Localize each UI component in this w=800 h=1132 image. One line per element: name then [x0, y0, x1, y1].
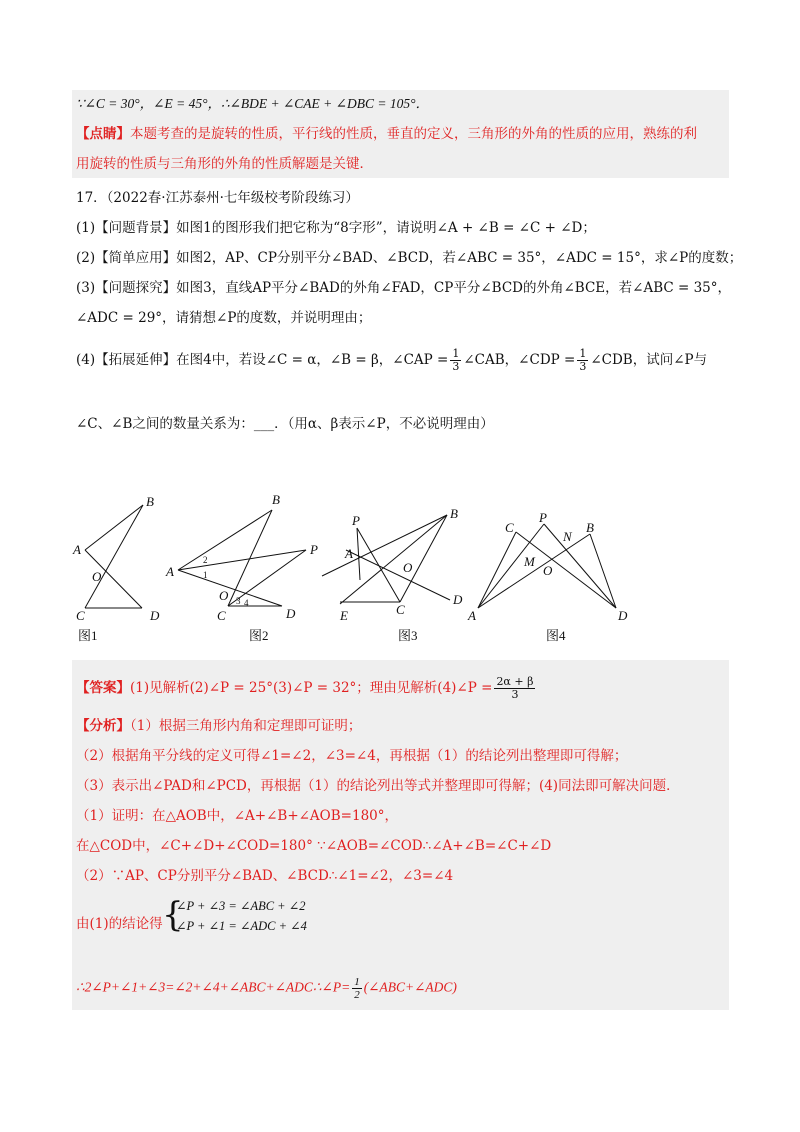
figures — [0, 480, 800, 680]
comment-tag: 【点睛】 — [76, 126, 130, 142]
fig4-label-A: A — [468, 608, 476, 623]
fig4-label-B: B — [586, 520, 594, 535]
fig1-label-B: B — [146, 494, 154, 509]
figure-1-lines — [85, 505, 143, 608]
fig2-angle-4: 4 — [244, 598, 249, 608]
fig2-label-P: P — [310, 542, 318, 557]
final-text-post: (∠ABC+∠ADC) — [363, 979, 457, 995]
system-label: 由(1)的结论得 — [76, 916, 163, 932]
answer-text: (1)见解析(2)∠P = 25°(3)∠P = 32°；理由见解析(4)∠P = — [130, 680, 493, 696]
fig1-label-O: O — [92, 569, 102, 584]
fig4-label-O: O — [543, 563, 553, 578]
comment-line-1 — [76, 124, 697, 144]
fig3-label-C: C — [396, 602, 405, 617]
caption-fig4: 图4 — [546, 628, 566, 643]
caption-fig3: 图3 — [398, 628, 418, 643]
fig2-angle-1: 1 — [203, 570, 208, 580]
q4-text-pre: (4)【拓展延伸】在图4中，若设∠C = α，∠B = β，∠CAP = — [76, 352, 449, 368]
fig2-label-C: C — [217, 608, 226, 623]
fig4-label-M: M — [524, 554, 535, 569]
analysis-tag: 【分析】 — [76, 718, 130, 734]
comment-line-2: 用旋转的性质与三角形的外角的性质解题是关键． — [76, 156, 373, 172]
q4-text-mid: ∠CAB，∠CDP = — [463, 352, 576, 368]
fig2-label-D: D — [286, 606, 296, 621]
fig4-label-P: P — [539, 510, 547, 525]
figure-3-lines — [322, 515, 450, 604]
analysis-text-0: （1）根据三角形内角和定理即可证明； — [130, 718, 362, 734]
fig1-label-A: A — [73, 542, 81, 557]
analysis-line-0 — [76, 716, 361, 736]
analysis-line-2: （3）表示出∠PAD和∠PCD，再根据（1）的结论列出等式并整理即可得解；(4)同法即可解决问题． — [76, 778, 680, 794]
proof-line-3: （2）∵AP、CP分别平分∠BAD、∠BCD∴∠1=∠2，∠3=∠4 — [76, 868, 454, 884]
q4-text-post: ∠CDB，试问∠P与 — [590, 352, 708, 368]
fig4-label-D: D — [618, 608, 628, 623]
caption-fig1: 图1 — [78, 628, 98, 643]
fig2-angle-2: 2 — [203, 555, 208, 565]
fig3-label-A: A — [345, 546, 353, 561]
fig3-label-B: B — [450, 506, 458, 521]
q4-fraction-1: $\frac{1}{3}$ — [452, 347, 460, 373]
question-4b: ∠C、∠B之间的数量关系为：___．（用α、β表示∠P，不必说明理由） — [76, 416, 494, 432]
fig1-label-C: C — [76, 608, 85, 623]
fig1-label-D: D — [150, 608, 160, 623]
system-brace: { — [162, 895, 184, 935]
solution-end-line: ∵∠C = 30°，∠E = 45°，∴∠BDE + ∠CAE + ∠DBC = 105°． — [76, 96, 429, 111]
fig3-label-P: P — [352, 513, 360, 528]
final-text-pre: ∴2∠P+∠1+∠3=∠2+∠4+∠ABC+∠ADC∴∠P= — [76, 979, 351, 995]
answer-block — [72, 660, 729, 1010]
final-line — [76, 976, 457, 1001]
fig4-label-N: N — [563, 529, 572, 544]
comment-text-1: 本题考查的是旋转的性质，平行线的性质，垂直的定义，三角形的外角的性质的应用，熟练的利 — [130, 126, 697, 142]
question-3b: ∠ADC = 29°，请猜想∠P的度数，并说明理由； — [76, 310, 372, 326]
system-eq-2: ∠P + ∠1 = ∠ADC + ∠4 — [176, 919, 307, 933]
problem-header: 17．（2022春·江苏泰州·七年级校考阶段练习） — [76, 190, 359, 206]
fig2-label-B: B — [272, 492, 280, 507]
proof-line-1: （1）证明：在△AOB中，∠A+∠B+∠AOB=180°， — [76, 808, 399, 824]
fig2-label-A: A — [166, 564, 174, 579]
fig4-label-C: C — [505, 520, 514, 535]
caption-fig2: 图2 — [249, 628, 269, 643]
answer-tag: 【答案】 — [76, 680, 130, 696]
fig3-label-O: O — [403, 560, 413, 575]
fig3-label-D: D — [453, 592, 463, 607]
q4-fraction-2: $\frac{1}{3}$ — [579, 347, 587, 373]
question-1: (1)【问题背景】如图1的图形我们把它称为“8字形”，请说明∠A + ∠B = ∠C + ∠D； — [76, 220, 596, 236]
question-4a — [76, 348, 707, 373]
final-fraction: $\frac{1}{2}$ — [354, 976, 360, 1001]
fig2-label-O: O — [219, 588, 229, 603]
answer-line — [76, 676, 537, 701]
question-3a: (3)【问题探究】如图3，直线AP平分∠BAD的外角∠FAD，CP平分∠BCD的外角∠BCE，若∠ABC = 35°， — [76, 280, 732, 296]
question-2: (2)【简单应用】如图2，AP、CP分别平分∠BAD、∠BCD，若∠ABC = 35°，∠ADC = 15°，求∠P的度数； — [76, 250, 743, 266]
answer-fraction: $\frac{2\alpha + \beta}{3}$ — [496, 675, 534, 701]
analysis-line-1: （2）根据角平分线的定义可得∠1=∠2，∠3=∠4，再根据（1）的结论列出整理即可得解； — [76, 748, 628, 764]
proof-line-2: 在△COD中，∠C+∠D+∠COD=180° ∵∠AOB=∠COD∴∠A+∠B=∠C+∠D — [76, 838, 552, 854]
fig3-label-E: E — [340, 608, 348, 623]
figure-2-lines — [178, 510, 306, 606]
system-eq-1: ∠P + ∠3 = ∠ABC + ∠2 — [176, 899, 306, 913]
fig2-angle-3: 3 — [236, 596, 241, 606]
